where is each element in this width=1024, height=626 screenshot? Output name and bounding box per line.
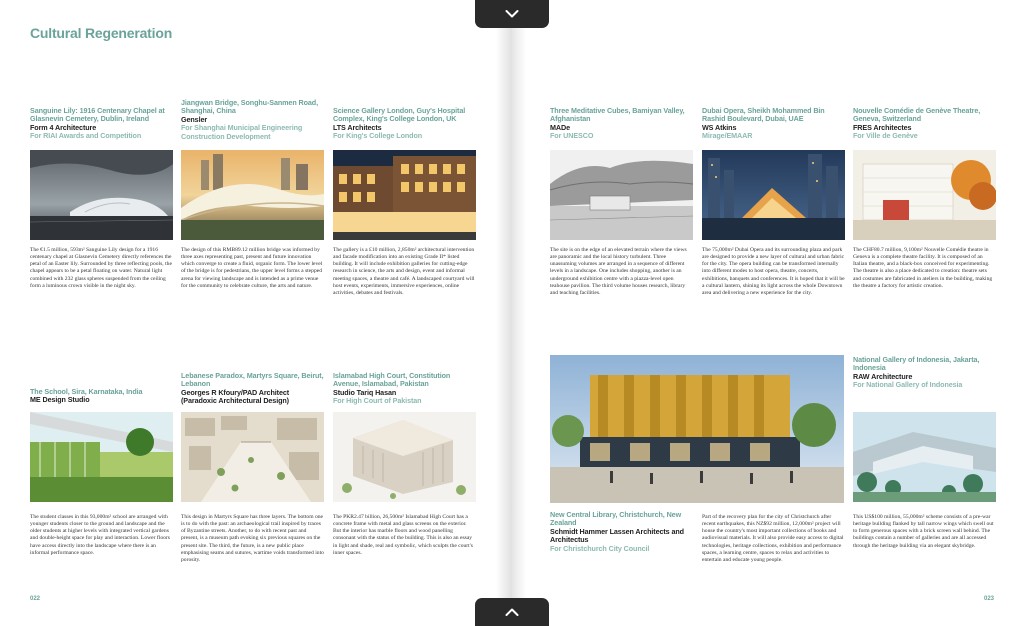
project-photo-dubai-opera <box>702 150 845 240</box>
project-client: For National Gallery of Indonesia <box>853 380 963 390</box>
project-photo-science-gallery <box>333 150 476 240</box>
project-location: Science Gallery London, Guy's Hospital Complex, King's College London, UK <box>333 106 466 124</box>
project-client: For UNESCO <box>550 131 594 141</box>
project-photo-three-meditative-cubes <box>550 150 693 240</box>
project-location: Nouvelle Comédie de Genève Theatre, Geneva, Switzerland <box>853 106 981 124</box>
project-heading-three-meditative-cubes <box>550 107 693 141</box>
project-architect: Georges R Kfoury/PAD Architect (Paradoxic Architectural Design) <box>181 387 290 406</box>
project-architect: Studio Tariq Hasan <box>333 387 397 397</box>
project-location: Lebanese Paradox, Martyrs Square, Beirut, Lebanon <box>181 371 324 389</box>
project-location: National Gallery of Indonesia, Jakarta, Indonesia <box>853 355 980 373</box>
project-client: For Christchurch City Council <box>550 543 650 553</box>
project-architect: ME Design Studio <box>30 395 90 405</box>
project-photo-new-central-library <box>550 355 844 503</box>
project-heading-sanguine-lily <box>30 107 173 141</box>
project-heading-jiangwan-bridge <box>181 99 324 141</box>
project-client: For Shanghai Municipal Engineering Construction Development <box>181 123 303 141</box>
project-client: For High Court of Pakistan <box>333 396 422 406</box>
project-location: Sanguine Lily: 1916 Centenary Chapel at Glasnevin Cemetery, Dublin, Ireland <box>30 106 165 124</box>
project-location: Islamabad High Court, Constitution Avenue, Islamabad, Pakistan <box>333 371 451 389</box>
project-client: For RIAI Awards and Competition <box>30 131 142 141</box>
project-architect: FRES Architectes <box>853 122 912 132</box>
page-number-left: 022 <box>30 596 41 602</box>
right-page <box>512 0 1024 626</box>
project-description: The student classes in this 93,000m² school are arranged with younger students closer to the ground and landscape and the older students at higher levels with integrated vertical gardens and double-height space for play and interaction. Lower floors have access directly into the landscape where there is an informal performance space. <box>30 514 170 556</box>
project-client: Mirage/EMAAR <box>702 131 753 141</box>
project-architect: WS Atkins <box>702 122 737 132</box>
project-client: For Ville de Genève <box>853 131 918 141</box>
project-description: Part of the recovery plan for the city of Christchurch after recent earthquakes, this NZ$92 million, 12,000m² project will house the country's most important collections of books and audiovisual materials. It will also provide easy access to digital technologies, heritage collections, exhibition and performance spaces, a learning centre, spaces to relax and activities to entertain and educate young people. <box>702 514 844 563</box>
project-heading-science-gallery <box>333 107 476 141</box>
project-description: The site is on the edge of an elevated terrain where the views are panoramic and the local history turbulent. Three unassuming volumes are arranged in a sequence of different levels in a landscape. One includes shopping, another is an underground exhibition centre with a piazza-level open teahouse pavilion. The third volume houses research, library and teaching facilities. <box>550 247 687 296</box>
project-architect: RAW Architecture <box>853 371 913 381</box>
project-photo-islamabad-high-court <box>333 412 476 502</box>
project-heading-national-gallery-indonesia <box>853 356 996 390</box>
project-photo-jiangwan-bridge <box>181 150 324 240</box>
project-photo-the-school <box>30 412 173 502</box>
project-location: Dubai Opera, Sheikh Mohammed Bin Rashid Boulevard, Dubai, UAE <box>702 106 825 124</box>
project-heading-islamabad-high-court <box>333 372 476 406</box>
project-photo-sanguine-lily <box>30 150 173 240</box>
project-description: The gallery is a £10 million, 2,850m² architectural intervention and facade modification into an existing Grade II* listed building. It will include exhibition galleries for cutting-edge research in science, the arts and design, event and informal meeting spaces, a theatre and café. A landscaped courtyard will host events, experiments, immersive experiences, online activities, debates and festivals. <box>333 247 475 296</box>
project-architect: Form 4 Architecture <box>30 122 97 132</box>
project-heading-dubai-opera <box>702 107 845 141</box>
project-client: For King's College London <box>333 131 423 141</box>
project-description: The €1.5 million, 593m² Sanguine Lily design for a 1916 centenary chapel at Glasnevin Cemetery directly references the petal of an Easter lily. Surrounded by three reflecting pools, the chapel appears to be a petal floating on water. Natural light combined with 232 glass spheres suspended from the ceiling form a luminous crown visible in the night sky. <box>30 247 172 289</box>
project-location: New Central Library, Christchurch, New Zealand <box>550 510 682 528</box>
project-photo-national-gallery-indonesia <box>853 412 996 502</box>
collapse-toolbar-button[interactable] <box>475 0 549 28</box>
project-heading-new-central-library <box>550 511 693 553</box>
project-description: This US$100 million, 55,000m² scheme consists of a pre-war heritage building flanked by tall narrow wings which swell out to form generous spaces with a brick screen wall behind. The buildings contain a number of galleries and are all accessed through the heritage building via an elegant skybridge. <box>853 514 994 549</box>
project-location: Jiangwan Bridge, Songhu-Sanmen Road, Shanghai, China <box>181 98 318 116</box>
project-location: The School, Sira, Karnataka, India <box>30 387 143 396</box>
page-number-right: 023 <box>984 596 995 602</box>
project-description: The 75,000m² Dubai Opera and its surrounding plaza and park are designed to provide a new layer of cultural and urban fabric for the city. The opera building can be transformed internally into different modes to host opera, theatre, concerts, exhibitions, banquets and conferences. It is hoped that it will be a cultural lantern, shining its light across the whole Downtown area and delivering a new experience for the city. <box>702 247 845 296</box>
project-description: The PKR2.47 billion, 26,500m² Islamabad High Court has a concrete frame with metal and glass screens on the exterior. But the interior has marble floors and wood panelling consonant with the status of the building. This is also an essay in light and shade, real and symbolic, which sculpts the court's inner spaces. <box>333 514 473 556</box>
expand-thumbnails-button[interactable] <box>475 598 549 626</box>
section-title: Cultural Regeneration <box>30 25 173 41</box>
project-heading-the-school <box>30 388 173 405</box>
project-heading-nouvelle-comedie <box>853 107 996 141</box>
chevron-up-icon <box>505 607 519 617</box>
project-heading-lebanese-paradox <box>181 372 324 406</box>
project-description: The CHF80.7 million, 9,100m² Nouvelle Comédie theatre in Geneva is a complete theatre facility. It is composed of an Italian theatre, and a black-box conceived for experimenting. The theatre is also a place dedicated to creation: theatre sets and costumes are fabricated in ateliers in the building, making the theatre a factory for artistic creation. <box>853 247 993 289</box>
project-architect: LTS Architects <box>333 122 382 132</box>
project-photo-nouvelle-comedie <box>853 150 996 240</box>
chevron-down-icon <box>505 9 519 19</box>
project-architect: Schmidt Hammer Lassen Architects and Architectus <box>550 526 684 545</box>
project-architect: Gensler <box>181 114 208 124</box>
project-description: The design of this RMB89.12 million bridge was informed by three axes representing past, present and future innovation which converge to create a fluid, organic form. The lower level of the bridge is for pedestrians, the upper level forms a stepped arena for viewing landscape and is intended as a prime venue for the community to celebrate culture, the arts and nature. <box>181 247 323 289</box>
project-description: This design in Martyrs Square has three layers. The bottom one is to do with the past: an archaeological trail inspired by traces of Byzantine streets. Another, to do with recent past and present, is a museum path evoking six previous squares on the present site. The third, the future, is a new public place emphasising seams and sutures, wartime voids transformed into porosity. <box>181 514 324 563</box>
project-location: Three Meditative Cubes, Bamiyan Valley, Afghanistan <box>550 106 685 124</box>
project-photo-lebanese-paradox <box>181 412 324 502</box>
project-architect: MADe <box>550 122 570 132</box>
